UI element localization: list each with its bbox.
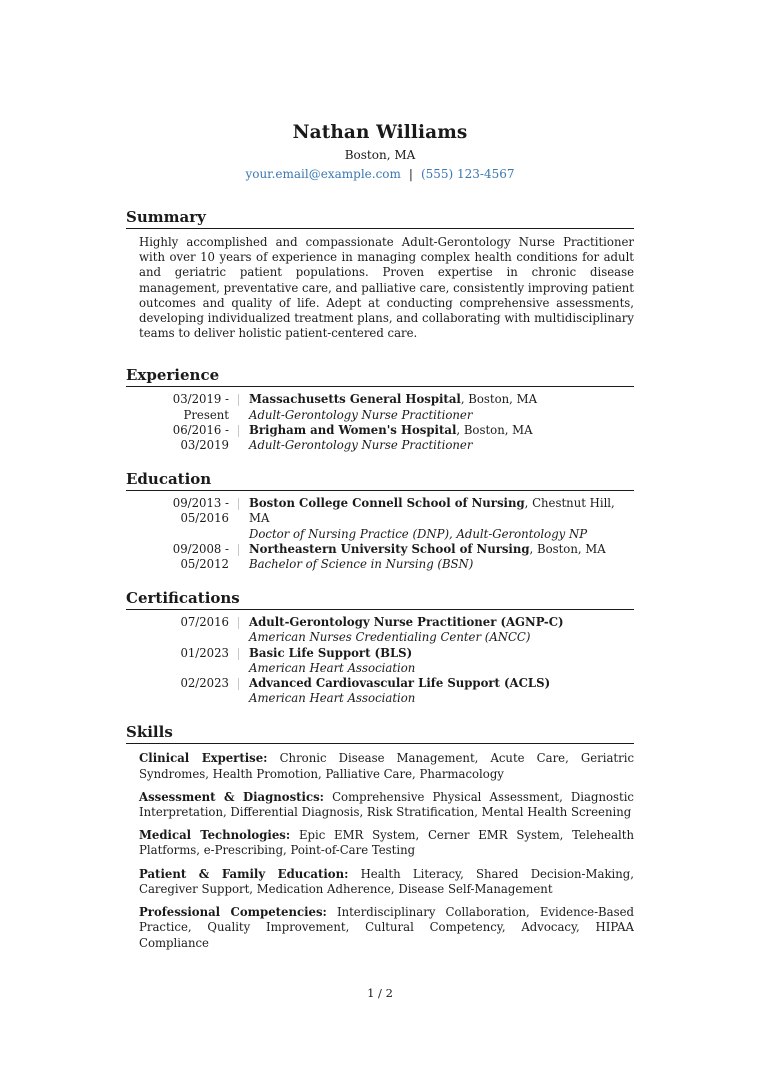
certification-name: Advanced Cardiovascular Life Support (ACLS) [249,676,551,691]
education-section [126,470,634,572]
certifications-section [126,589,634,706]
education-entry [126,542,634,572]
degree: Bachelor of Science in Nursing (BSN) [249,557,474,572]
certification-name: Adult-Gerontology Nurse Practitioner (AGNP-C) [249,615,564,630]
contact-separator: | [408,167,413,181]
entry-date: 03/2019 - Present [172,392,229,422]
section-title-skills: Skills [126,723,634,744]
summary-section [126,208,634,341]
skill-group-label: Assessment & Diagnostics: [139,789,324,804]
employer-location: , Boston, MA [460,392,538,407]
certification-name: Basic Life Support (BLS) [249,645,413,660]
certification-issuer: American Heart Association [249,691,416,706]
entry-date: 02/2023 [180,676,229,691]
section-title-education: Education [126,470,634,491]
skill-group [139,751,634,781]
skill-group-text: Interdisciplinary Collaboration, Evidence-Based Practice, Quality Improvement, Cultural Competency, Advocacy, HIPAA Compliance [139,905,634,950]
summary-text: Highly accomplished and compassionate Adult-Gerontology Nurse Practitioner with over 10 years of experience in managing complex health conditions for adult and geriatric patient populations. Proven expertise in chronic disease management, preventative care, and palliative care, consistently improving patient outcomes and quality of life. Adept at conducting comprehensive assessments, developing individualized treatment plans, and collaborating with multidisciplinary teams to deliver holistic patient-centered care. [139,235,634,341]
section-title-certifications: Certifications [126,589,634,610]
certification-entry [126,676,634,706]
skill-group-label: Medical Technologies: [139,828,291,843]
skill-group [139,828,634,858]
skill-group-text: Epic EMR System, Cerner EMR System, Telehealth Platforms, e-Prescribing, Point-of-Care Testing [139,828,635,858]
degree: Doctor of Nursing Practice (DNP), Adult-Gerontology NP [249,526,588,541]
email-link[interactable]: your.email@example.com [245,167,401,181]
skill-group [139,867,634,897]
experience-entry [126,392,634,422]
skill-group-label: Professional Competencies: [139,905,327,920]
entry-date: 09/2008 - 05/2012 [172,541,229,572]
school-location: , Boston, MA [529,541,606,556]
skill-group-text: Comprehensive Physical Assessment, Diagnostic Interpretation, Differential Diagnosis, Risk Stratification, Mental Health Screening [139,789,634,820]
certification-entry [126,646,634,676]
skill-group-label: Patient & Family Education: [139,866,349,881]
skill-group [139,905,634,951]
skill-group-label: Clinical Expertise: [139,751,268,766]
education-entry [126,496,634,542]
skill-group-text: Chronic Disease Management, Acute Care, Geriatric Syndromes, Health Promotion, Palliative Care, Pharmacology [139,751,634,781]
skill-group [139,790,634,820]
entry-date: 09/2013 - 05/2016 [172,496,229,526]
school-name: Northeastern University School of Nursing [249,541,530,556]
section-title-summary: Summary [126,208,634,229]
skill-group-text: Health Literacy, Shared Decision-Making, Caregiver Support, Medication Adherence, Disease Self-Management [139,866,634,896]
skills-section [126,723,634,950]
resume-header [126,0,634,182]
resume-page [126,0,634,959]
contact-line [126,167,634,182]
phone-link[interactable]: (555) 123-4567 [420,167,515,181]
section-title-experience: Experience [126,366,634,387]
entry-date: 06/2016 - 03/2019 [172,422,229,453]
experience-entry [126,423,634,453]
experience-section [126,366,634,453]
candidate-name: Nathan Williams [292,122,468,143]
page-number: 1 / 2 [367,986,393,1000]
employer-name: Brigham and Women's Hospital [249,422,457,437]
job-role: Adult-Gerontology Nurse Practitioner [249,438,473,453]
employer-location: , Boston, MA [456,422,533,437]
school-name: Boston College Connell School of Nursing [249,496,525,511]
entry-date: 07/2016 [180,615,229,630]
job-role: Adult-Gerontology Nurse Practitioner [249,407,473,422]
certification-issuer: American Nurses Credentialing Center (ANCC) [249,630,531,645]
employer-name: Massachusetts General Hospital [249,392,461,407]
certification-issuer: American Heart Association [249,660,416,675]
school-location: , Chestnut Hill, MA [249,496,615,526]
entry-date: 01/2023 [180,645,229,660]
certification-entry [126,615,634,645]
candidate-location: Boston, MA [344,148,416,162]
